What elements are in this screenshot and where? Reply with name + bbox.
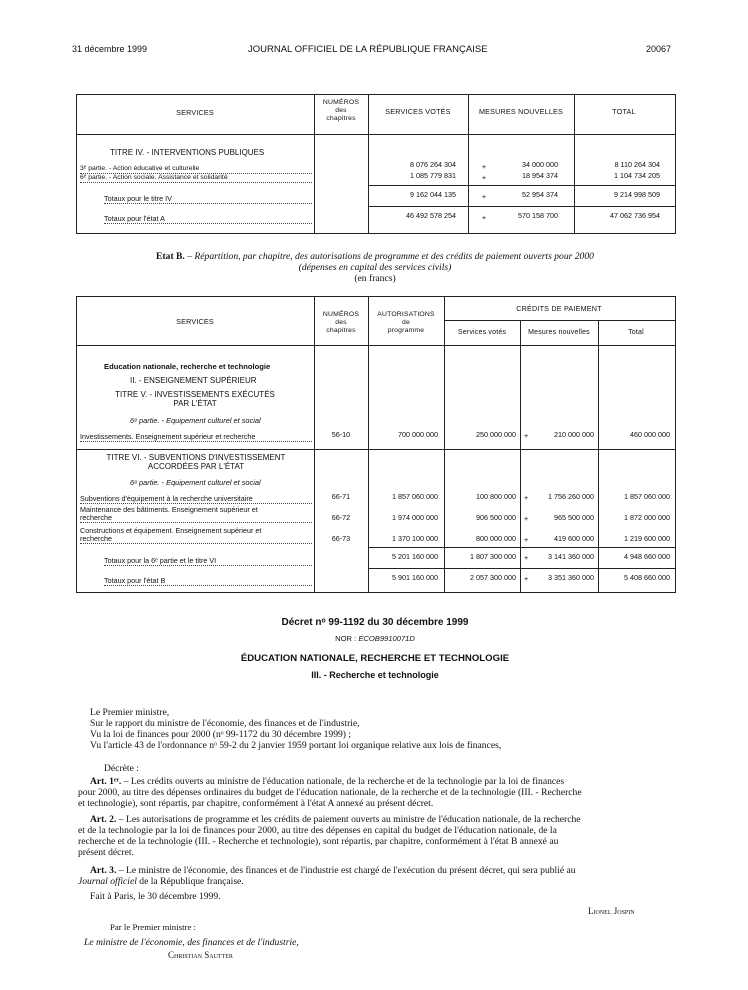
decree-title: Décret nᵒ 99-1192 du 30 décembre 1999 [281, 617, 469, 628]
article-1: Art. 1ᵉʳ. – Les crédits ouverts au ministre de l'éducation nationale, de la recherche et de la technologie par la loi de finances pour 2000, au titre des dépenses ordinaires du budget de l'éducation nationale, de la recherche et de la technologie (III. - Recherche et technologie), sont répartis, par chapitre, conformément à l'état A annexé au présent décret. [78, 776, 582, 809]
column-header-services: SERVICES [176, 317, 214, 326]
column-header-credits-paiement: CRÉDITS DE PAIEMENT [516, 304, 602, 313]
header-date: 31 décembre 1999 [72, 44, 148, 54]
decree-date: Fait à Paris, le 30 décembre 1999. [90, 891, 221, 902]
section-heading-partie-6: 6ᵉ partie. - Equipement culturel et social [130, 478, 261, 487]
decree-decrete: Décrète : [104, 763, 139, 774]
column-header-autorisations: AUTORISATIONS de programme [377, 311, 435, 334]
column-header-mesures-nouvelles: Mesures nouvelles [528, 329, 590, 336]
article-3: Art. 3. – Le ministre de l'économie, des finances et de l'industrie est chargé de l'exécution du présent décret, qui sera publié au Journal officiel de la République française. [78, 865, 576, 887]
column-header-services-votes: SERVICES VOTÉS [385, 107, 451, 116]
column-header-total: TOTAL [612, 107, 636, 116]
column-header-numeros: NUMÉROS des chapitres [322, 311, 360, 334]
column-header-mesures-nouvelles: MESURES NOUVELLES [478, 107, 564, 116]
column-header-services-votes: Services votés [457, 329, 507, 336]
signature-premier-ministre: Lionel Jospin [588, 906, 635, 916]
decree-nor: NOR : ECOB9910071D [335, 634, 415, 643]
section-heading-titre-v: TITRE V. - INVESTISSEMENTS EXÉCUTÉS PAR L'ÉTAT [115, 390, 275, 408]
section-heading-titre-vi: TITRE VI. - SUBVENTIONS D'INVESTISSEMENT ACCORDÉES PAR L'ÉTAT [106, 453, 286, 471]
section-heading-enseignement: II. - ENSEIGNEMENT SUPÉRIEUR [130, 376, 257, 385]
section-title-titre-iv: TITRE IV. - INTERVENTIONS PUBLIQUES [110, 148, 265, 157]
section-heading-partie-6: 6ᵉ partie. - Equipement culturel et social [130, 416, 261, 425]
column-header-services: SERVICES [176, 108, 214, 117]
decree-ministry: ÉDUCATION NATIONALE, RECHERCHE ET TECHNOLOGIE [240, 653, 510, 664]
column-header-total: Total [628, 329, 644, 336]
etat-b-caption: Etat B. – Répartition, par chapitre, des autorisations de programme et des crédits de paiement ouverts pour 2000 (dépenses en capital des services civils) (en francs) [156, 251, 594, 284]
header-page-number: 20067 [646, 44, 672, 54]
ministry-heading: Education nationale, recherche et technologie [104, 362, 271, 371]
decree-intro: Le Premier ministre, Sur le rapport du ministre de l'économie, des finances et de l'industrie, Vu la loi de finances pour 2000 (nᵒ 99-1172 du 30 décembre 1999) ; Vu l'article 43 de l'ordonnance nᵒ 59-2 du 2 janvier 1959 portant loi organique relative aux lois de finances, [90, 707, 502, 751]
decree-section: III. - Recherche et technologie [311, 670, 439, 680]
signature-minister: Christian Sautter [168, 950, 233, 960]
countersign-label: Par le Premier ministre : [110, 922, 196, 932]
header-title: JOURNAL OFFICIEL DE LA RÉPUBLIQUE FRANÇAISE [248, 44, 488, 55]
article-2: Art. 2. – Les autorisations de programme et les crédits de paiement ouverts au ministre de l'éducation nationale, de la recherche et de la technologie par la loi de finances pour 2000, au titre des dépenses en capital du budget de l'éducation nationale, de la recherche et de la technologie (III. - Recherche et technologie), sont répartis, par chapitre, conformément à l'état B annexé au présent décret. [78, 814, 581, 858]
minister-title: Le ministre de l'économie, des finances et de l'industrie, [84, 937, 299, 948]
column-header-numeros: NUMÉROS des chapitres [322, 99, 360, 122]
